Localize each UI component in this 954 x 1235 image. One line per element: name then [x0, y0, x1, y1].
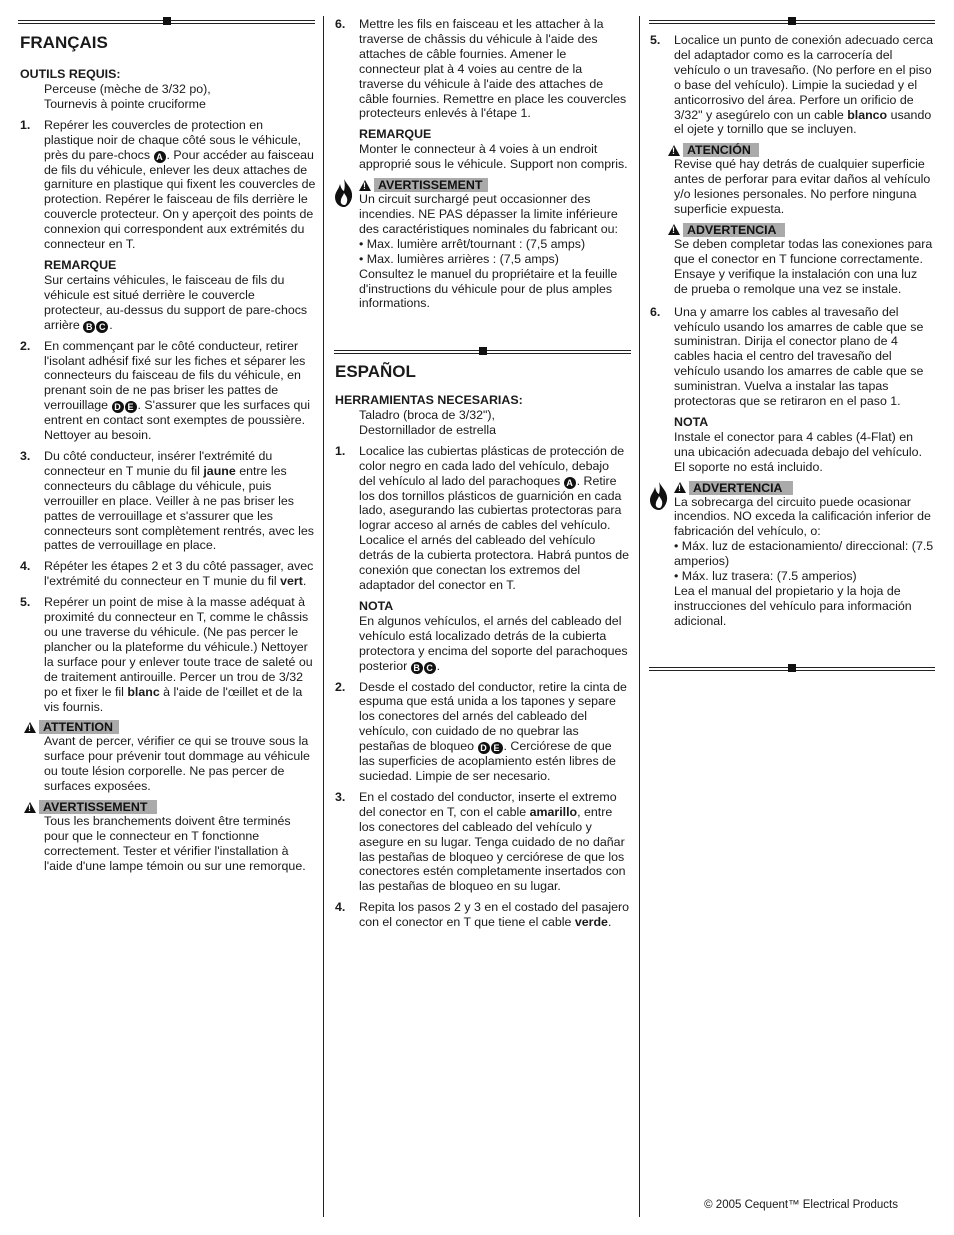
step-3: 3. Du côté conducteur, insérer l'extrémité du connecteur en T munie du fil jaune entre les connecteurs du câblage du véhicule, puis verrouiller en place. Veiller à ne pas briser les pattes de verrouillage et s'assurer que les connecteurs sont complètement rentrés, avec les pattes de verrouillage en place. — [20, 449, 314, 553]
warning-triangle-icon — [668, 145, 680, 156]
figure-badge-icon: A — [154, 151, 166, 163]
warning-triangle-icon — [359, 180, 371, 191]
warning-triangle-icon — [668, 224, 680, 235]
section-rule — [649, 20, 935, 24]
step-5: 5. Localice un punto de conexión adecuado cerca del adaptador como es la carrocería del vehículo o un travesaño. (No perfore en el piso o base del vehículo). Limpie la suciedad y el anticorrosivo del área. Perfore un orificio de 3/32" y asegúrelo con un cable blanco usando el ojete y tornillo que se incluyen. — [650, 33, 934, 137]
step-1: 1. Localice las cubiertas plásticas de protección de color negro en cada lado del vehículo, debajo del vehículo al lado del parachoques A . Retire los dos tornillos plásticos de guarnición en cada lado, asegurando las cubiertas protectoras para lograr acceso al arnés de cables del vehículo. Localice el arnés del cableado del vehículo detrás de la cubierta protectora. Habrá puntos de conexión que conectan los extremos del adaptador del conector en T. — [335, 443, 630, 592]
figure-badge-icon: B — [411, 662, 423, 674]
figure-badge-icon: B — [83, 321, 95, 333]
step-5: 5. Repérer un point de mise à la masse adéquat à proximité du connecteur en T, comme le châssis ou une traverse du véhicule. (Ne pas percer le plancher ou la plateforme du véhicule.) Nettoyer la surface pour y enlever toute trace de saleté ou de traitement antirouille. Percer un trou de 3/32 po et fixer le fil blanc à l'aide de l'œillet et de la vis fournis. — [20, 595, 313, 714]
column-french-1: FRANÇAIS OUTILS REQUIS: Perceuse (mèche de 3/32 po), Tournevis à pointe cruciforme 1. Repérer les couvercles de protection en plastique noir de chaque côté sous le véhicule, près du pare-chocs A . Pour accéder au faisceau de fils du véhicule, enlever les deux attaches de garniture en plastique qui fixent les couvercles de protection. Repérer le faisceau de fils derrière le couvercle protecteur. On y aperçoit des points de connexion qui correspondent aux extrémités du connecteur en T. REMARQUE Sur certains véhicules, le faisceau de fils du véhicule est situé derrière le couvercle protecteur, au-dessus du support de pare-chocs arrière B C . 2. En commençant par le côté conducteur, retirer l'isolant adhésif fixé sur les fiches et séparer les connecteurs du faisceau de fils du véhicule, en prenant soin de ne pas briser les pattes de verrouillage D E . S'assurer que les surfaces qui entrent en contact sont exemptes de poussière. Nettoyer au besoin. 3. Du côté conducteur, insérer l'extrémité du connecteur en T munie du fil jaune entre les connecteurs du câblage du véhicule, puis verrouiller en place. Veiller à ne pas briser les pattes de verrouillage et s'assurer que les connecteurs sont complètement rentrés, avec les pattes de verrouillage en place. 4. Répéter les étapes 2 et 3 du côté passager, avec l'extrémité du connecteur en T munie du fil vert. 5. Repérer un point de mise à la masse adéquat à proximité du connecteur en T, comme le châssis ou une traverse du véhicule. (Ne pas percer le plancher ou la plateforme du véhicule.) Nettoyer la surface pour y enlever toute trace de saleté ou de traitement antirouille. Percer un trou de 3/32 po et fixer le fil blanc à l'aide de l'œillet et de la vis fournis. ! ATTENTION Avant de percer, vérifier ce qui se trouve sous la surface pour prévenir tout dommage au véhicule ou toute lésion corporelle. Ne pas percer de surfaces exposées. ! AVERTISSEMENT Tous les branchements doivent être terminés pour que le connecteur en T fonctionne correctement. Tester et vérifier l'installation à l'aide d'une lampe témoin ou sur une remorque. — [20, 33, 316, 874]
copyright-footer: © 2005 Cequent™ Electrical Products — [704, 1199, 898, 1211]
column-french-2 — [335, 17, 629, 311]
warning-triangle-icon — [674, 482, 686, 493]
tools-title: OUTILS REQUIS: — [20, 67, 121, 81]
warning-triangle-icon — [24, 722, 36, 733]
attention-box: ! ATENCIÓN — [650, 143, 934, 157]
step-4: 4. Répéter les étapes 2 et 3 du côté passager, avec l'extrémité du connecteur en T munie du fil vert. — [20, 559, 314, 589]
figure-badge-icon: E — [491, 742, 503, 754]
note: NOTA En algunos vehículos, el arnés del cableado del vehículo está localizado detrás de la cubierta protectora y encima del soporte del parachoques posterior B C . — [359, 598, 628, 673]
warning-box: ! ADVERTENCIA — [650, 223, 934, 237]
fire-warning: ! ADVERTENCIA La sobrecarga del circuito puede ocasionar incendios. NO exceda la calificación inferior de fabricación del vehículo, o: • Máx. luz de estacionamiento/ direccional: (7.5 amperios) • Máx. luz trasera: (7.5 amperios) Lea el manual del propietario y la hoja de instrucciones del vehículo para información adicional. — [650, 481, 934, 629]
section-title-spanish: ESPAÑOL — [335, 362, 416, 381]
step-number: 1. — [20, 117, 31, 132]
fire-icon — [648, 481, 670, 511]
figure-badge-icon: C — [424, 662, 436, 674]
section-rule — [649, 667, 935, 671]
step-2: 2. En commençant par le côté conducteur, retirer l'isolant adhésif fixé sur les fiches et séparer les connecteurs du faisceau de fils du véhicule, en prenant soin de ne pas briser les pattes de verrouillage D E . S'assurer que les surfaces qui entrent en contact sont exemptes de poussière. Nettoyer au besoin. — [20, 338, 310, 443]
warning-triangle-icon — [24, 802, 36, 813]
column-divider-right — [639, 16, 640, 1217]
figure-badge-icon: E — [125, 401, 137, 413]
note: REMARQUE Monter le connecteur à 4 voies à un endroit approprié sous le véhicule. Support non compris. — [359, 127, 628, 172]
figure-badge-icon: D — [478, 742, 490, 754]
fire-warning: ! AVERTISSEMENT Un circuit surchargé peut occasionner des incendies. NE PAS dépasser la limite inférieure des caractéristiques nominales du fabricant ou: • Max. lumière arrêt/tournant : (7,5 amps) • Max. lumières arrières : (7,5 amps) Consultez le manuel du propriétaire et la feuille d'instructions du véhicule pour de plus amples informations. — [335, 178, 629, 311]
column-spanish-1: ESPAÑOL HERRAMIENTAS NECESARIAS: Taladro (broca de 3/32"), Destornillador de estrella 1. Localice las cubiertas plásticas de protección de color negro en cada lado del vehículo, debajo del vehículo al lado del parachoques A . Retire los dos tornillos plásticos de guarnición en cada lado, asegurando las cubiertas protectoras para lograr acceso al arnés de cables del vehículo. Localice el arnés del cableado del vehículo detrás de la cubierta protectora. Habrá puntos de conexión que conectan los extremos del adaptador del conector en T. NOTA En algunos vehículos, el arnés del cableado del vehículo está localizado detrás de la cubierta protectora y encima del soporte del parachoques posterior B C . 2. Desde el costado del conductor, retire la cinta de espuma que está unida a los tapones y separe los conectores del arnés del cableado del vehículo, con cuidado de no quebrar las pestañas de bloqueo D E . Cerciórese de que las superficies de acoplamiento estén libres de suciedad. Limpie de ser necesario. 3. En el costado del conductor, inserte el extremo del conector en T, con el cable amarillo, entre los conectores del cableado del vehículo y asegure en su lugar. Tenga cuidado de no dañar las pestañas de bloqueo y cerciórese de que los conectores estén completamente insertados con las pestañas de bloqueo en su lugar. 4. Repita los pasos 2 y 3 en el costado del pasajero con el conector en T que tiene el cable verde. — [335, 362, 630, 930]
warning-box: ! AVERTISSEMENT — [10, 800, 316, 814]
step-1: 1. Repérer les couvercles de protection en plastique noir de chaque côté sous le véhicule, près du pare-chocs A . Pour accéder au faisceau de fils du véhicule, enlever les deux attaches de garniture en plastique qui fixent les couvercles de protection. Repérer le faisceau de fils derrière le couvercle protecteur. On y aperçoit des points de connexion qui correspondent aux extrémités du connecteur en T. — [20, 117, 316, 252]
tool-item: Tournevis à pointe cruciforme — [44, 96, 206, 111]
note: REMARQUE Sur certains véhicules, le faisceau de fils du véhicule est situé derrière le couvercle protecteur, au-dessus du support de pare-chocs arrière B C . — [44, 257, 308, 332]
column-divider-left — [323, 16, 324, 1217]
section-title-french: FRANÇAIS — [20, 33, 108, 52]
figure-badge-icon: C — [96, 321, 108, 333]
section-rule — [334, 350, 631, 354]
step-3: 3. En el costado del conductor, inserte el extremo del conector en T, con el cable amarillo, entre los conectores del cableado del vehículo y asegure en su lugar. Tenga cuidado de no dañar las pestañas de bloqueo y cerciórese de que los conectores estén completamente insertados con las pestañas de bloqueo en su lugar. — [335, 789, 626, 894]
section-rule — [18, 20, 315, 24]
figure-badge-icon: A — [564, 477, 576, 489]
note: NOTA Instale el conector para 4 cables (4-Flat) en una ubicación adecuada debajo del vehículo. El soporte no está incluido. — [674, 414, 923, 474]
step-4: 4. Repita los pasos 2 y 3 en el costado del pasajero con el conector en T que tiene el cable verde. — [335, 900, 630, 930]
figure-badge-icon: D — [112, 401, 124, 413]
column-spanish-2: 5. Localice un punto de conexión adecuado cerca del adaptador como es la carrocería del vehículo o un travesaño. (No perfore en el piso o base del vehículo). Limpie la suciedad y el anticorrosivo del área. Perfore un orificio de 3/32" y asegúrelo con un cable blanco usando el ojete y tornillo que se incluyen. ! ATENCIÓN Revise qué hay detrás de cualquier superficie antes de perforar para evitar daños al vehículo y/o lesiones personales. No perfore ninguna superficie expuesta. ! ADVERTENCIA Se deben completar todas las conexiones para que el conector en T funcione correctamente. Ensaye y verifique la instalación con una luz de prueba o remolque una vez se instale. 6. Una y amarre los cables al travesaño del vehículo usando los amarres de cable que se suministran. Dirija el conector plano de 4 cables hacia el centro del travesaño del vehículo usando los amarres de cable que se suministran. Vuelva a instalar las tapas protectoras que se retiraron en el paso 1. NOTA Instale el conector para 4 cables (4-Flat) en una ubicación adecuada debajo del vehículo. El soporte no está incluido. ! ADVERTENCIA La sobrecarga del circuito puede ocasionar incendios. NO exceda la calificación inferior de fabricación del vehículo, o: • Máx. luz de estacionamiento/ direccional: (7.5 amperios) • Máx. luz trasera: (7.5 amperios) Lea el manual del propietario y la hoja de instrucciones del vehículo para información adicional. — [650, 33, 934, 629]
step-6: 6. Mettre les fils en faisceau et les attacher à la traverse de châssis du véhicule à l'aide des attaches de câble fournies. Amener le connecteur plat à 4 voies au centre de la traverse du véhicule à l'aide des attaches de câble fournies. Remettre en place les couvercles protecteurs enlevés à l'étape 1. — [335, 17, 627, 121]
attention-box: ! ATTENTION — [10, 720, 316, 734]
step-6: 6. Una y amarre los cables al travesaño del vehículo usando los amarres de cable que se suministran. Dirija el conector plano de 4 cables hacia el centro del travesaño del vehículo usando los amarres de cable que se suministran. Vuelva a instalar las tapas protectoras que se retiraron en el paso 1. — [650, 304, 924, 409]
fire-icon — [333, 178, 355, 208]
step-2: 2. Desde el costado del conductor, retire la cinta de espuma que está unida a los tapones y separe los conectores del arnés del cableado del vehículo, con cuidado de no quebrar las pestañas de bloqueo D E . Cerciórese de que las superficies de acoplamiento estén libres de suciedad. Limpie de ser necesario. — [335, 679, 627, 784]
tool-item: Perceuse (mèche de 3/32 po), — [44, 81, 211, 96]
